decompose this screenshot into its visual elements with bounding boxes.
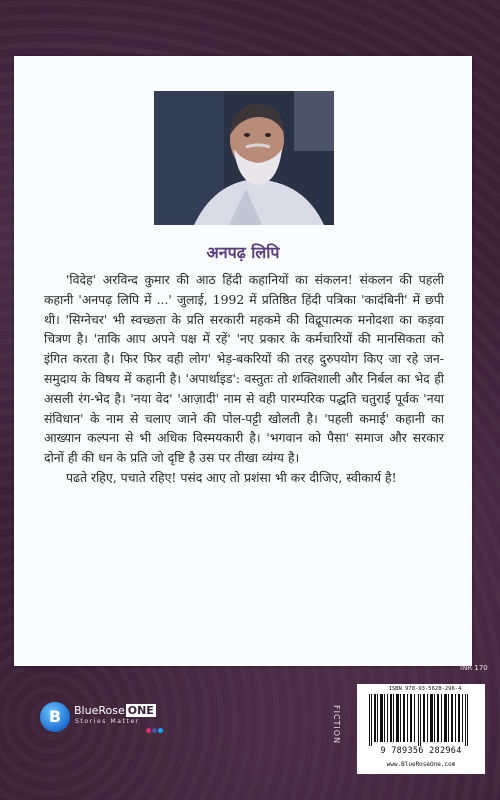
facebook-icon — [152, 728, 157, 733]
genre-label: FICTION — [332, 705, 341, 745]
book-title: अनपढ़ लिपि — [206, 243, 280, 262]
author-photo — [154, 91, 334, 225]
blurb — [44, 270, 444, 488]
publisher-tagline: Stories Matter — [75, 718, 140, 725]
publisher-name-main: BlueRose — [74, 704, 125, 717]
blurb-closing: पढते रहिए, पचाते रहिए! पसंद आए तो प्रशंसा भी कर दीजिए, स्वीकार्य है! — [66, 469, 397, 485]
publisher-logo — [40, 700, 160, 740]
publisher-name — [74, 704, 156, 717]
price-label: INR 170 — [460, 664, 488, 672]
barcode-bars — [363, 694, 479, 746]
isbn-number: ISBN 978-93-5628-296-4 — [388, 686, 462, 692]
blurb-paragraph: 'विदेह' अरविन्द कुमार की आठ हिंदी कहानियों का संकलन! संकलन की पहली कहानी 'अनपढ़ लिपि में ...' जुलाई, 1992 में प्रतिष्ठित हिंदी पत्रिका 'कादंबिनी' में छपी थी। 'सिग्नेचर' भी स्वच्छता के प्रति सरकारी महकमे की विद्रूपात्मक मनोदशा का कड़वा चित्रण है। 'ताकि आप अपने पक्ष में रहें' 'नए प्रकार के कर्मचारियों की मानसिकता को इंगित करता है। फिर फिर वही लोग' भेड़-बकरियों की तरह दुरुपयोग किए जा रहे जन-समुदाय के विषय में कहानी है। 'अपार्थाइड': वस्तुतः तो शक्तिशाली और निर्बल का भेद ही असली रंग-भेद है। 'नया वेद' 'आज़ादी' नाम से वही पारम्परिक पद्धति चतुराई पूर्वक 'नया संविधान' के नाम से चलाए जाने की पोल-पट्टी खोलती है। 'पहली कमाई' कहानी का आख्यान कल्पना से भी अधिक विस्मयकारी है। 'भगवान को पैसा' समाज और सरकार दोनों ही की धन के प्रति जो दृष्टि है उस पर तीखा व्यंग्य है। — [44, 272, 444, 466]
social-icons — [146, 728, 164, 735]
instagram-icon — [146, 728, 151, 733]
author-portrait-image — [154, 91, 334, 225]
barcode-digits: 9 789356 282964 — [380, 746, 462, 756]
publisher-name-suffix: ONE — [127, 704, 154, 717]
twitter-icon — [158, 728, 163, 733]
back-cover-panel — [14, 56, 472, 666]
bluerose-logo-icon: B — [40, 702, 70, 732]
publisher-website: www.BlueRoseOne.com — [386, 761, 456, 768]
isbn-barcode — [357, 684, 485, 774]
